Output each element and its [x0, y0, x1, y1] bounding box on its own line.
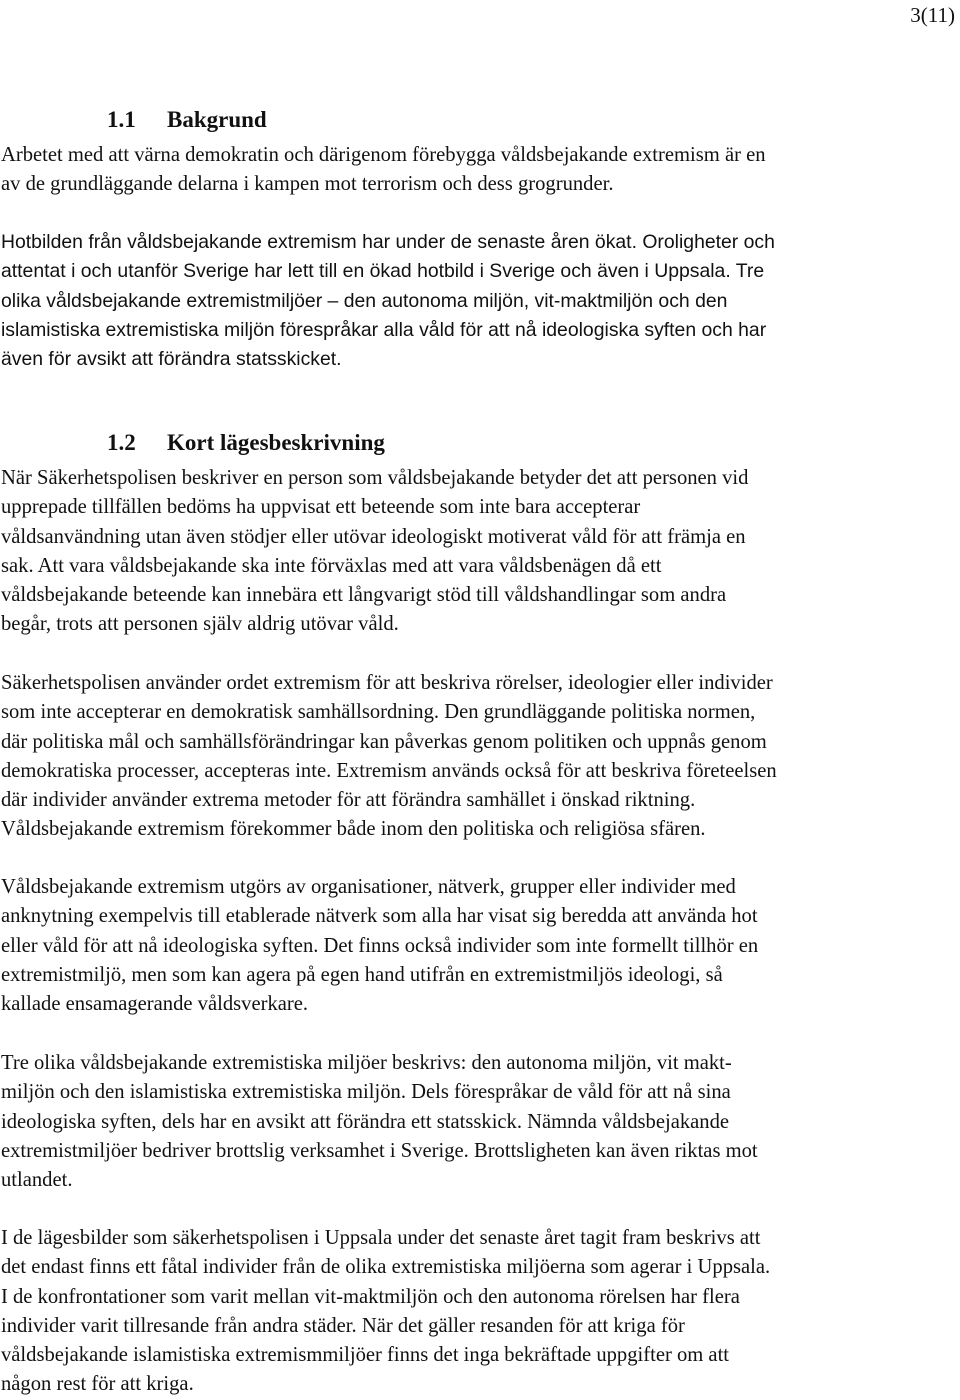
text-line: attentat i och utanför Sverige har lett till en ökad hotbild i Sverige och även i Uppsala. Tre — [1, 260, 765, 283]
text-line: sak. Att vara våldsbejakande ska inte förväxlas med att vara våldsbenägen då ett — [1, 554, 662, 577]
text-line: någon rest för att kriga. — [1, 1373, 194, 1396]
text-line: I de lägesbilder som säkerhetspolisen i Uppsala under det senaste året tagit fram beskrivs att — [1, 1227, 761, 1249]
text-line: extremistmiljöer bedriver brottslig verksamhet i Sverige. Brottsligheten kan även riktas mot — [1, 1139, 758, 1162]
text-line: begår, trots att personen själv aldrig utövar våld. — [1, 613, 399, 636]
text-line: miljön och den islamistiska extremistiska miljön. Dels förespråkar de våld för att nå sina — [1, 1081, 731, 1104]
text-line: Arbetet med att värna demokratin och därigenom förebygga våldsbejakande extremism är en — [1, 144, 766, 166]
section-title: Kort lägesbeskrivning — [167, 430, 385, 455]
text-line: kallade ensamagerande våldsverkare. — [1, 993, 309, 1016]
text-line: Våldsbejakande extremism utgörs av organisationer, nätverk, grupper eller individer med — [1, 876, 736, 898]
paragraph — [1, 669, 959, 845]
section-number: 1.2 — [107, 430, 136, 455]
paragraph — [1, 141, 959, 200]
text-line: även för avsikt att förändra statsskicket. — [1, 348, 342, 371]
text-line: Hotbilden från våldsbejakande extremism har under de senaste åren ökat. Oroligheter och — [1, 231, 775, 253]
text-line: av de grundläggande delarna i kampen mot terrorism och dess grogrunder. — [1, 173, 614, 196]
text-line: som inte accepterar en demokratisk samhällsordning. Den grundläggande politiska normen, — [1, 701, 756, 724]
section-title: Bakgrund — [167, 107, 267, 132]
text-line: ideologiska syften, dels har en avsikt att förändra ett statsskick. Nämnda våldsbejakande — [1, 1110, 730, 1133]
text-line: islamistiska extremistiska miljön förespråkar alla våld för att nå ideologiska syften och har — [1, 318, 767, 341]
paragraph — [1, 464, 959, 640]
text-line: extremistmiljö, men som kan agera på egen hand utifrån en extremistmiljös ideologi, så — [1, 963, 723, 986]
text-line: demokratiska processer, accepteras inte. Extremism används också för att beskriva företeelsen — [1, 759, 777, 782]
section-heading-bakgrund — [107, 105, 267, 134]
section-number: 1.1 — [107, 107, 136, 132]
text-line: utlandet. — [1, 1169, 73, 1192]
text-line: upprepade tillfällen bedöms ha uppvisat ett beteende som inte bara accepterar — [1, 496, 641, 519]
text-line: I de konfrontationer som varit mellan vit-maktmiljön och den autonoma rörelsen har flera — [1, 1285, 740, 1308]
page-number: 3(11) — [910, 3, 955, 27]
text-line: det endast finns ett fåtal individer från de olika extremistiska miljöerna som agerar i Uppsala. — [1, 1256, 771, 1279]
text-line: våldsbejakande islamistiska extremismmiljöer finns det inga bekräftade uppgifter om att — [1, 1344, 730, 1367]
paragraph — [1, 228, 959, 374]
text-line: där politiska mål och samhällsförändringar kan påverkas genom politiken och uppnås genom — [1, 730, 767, 753]
text-line: Säkerhetspolisen använder ordet extremism för att beskriva rörelser, ideologier eller individer — [1, 672, 773, 694]
text-line: Tre olika våldsbejakande extremistiska miljöer beskrivs: den autonoma miljön, vit makt- — [1, 1052, 732, 1074]
paragraph — [1, 1049, 959, 1195]
text-line: våldsanvändning utan även stödjer eller utövar ideologiskt motiverat våld för att främja en — [1, 525, 746, 548]
text-line: eller våld för att nå ideologiska syften. Det finns också individer som inte formellt tillhör en — [1, 934, 759, 957]
text-line: olika våldsbejakande extremistmiljöer – den autonoma miljön, vit-maktmiljön och den — [1, 289, 728, 312]
text-line: våldsbejakande beteende kan innebära ett långvarigt stöd till våldshandlingar som andra — [1, 584, 727, 607]
text-line: Våldsbejakande extremism förekommer både inom den politiska och religiösa sfären. — [1, 818, 706, 841]
section-heading-kort-lagesbeskrivning — [107, 428, 385, 457]
text-line: individer varit tillresande från andra städer. När det gäller resanden för att kriga för — [1, 1314, 685, 1337]
paragraph — [1, 1224, 959, 1400]
text-line: där individer använder extrema metoder för att förändra samhället i önskad riktning. — [1, 789, 696, 812]
text-line: När Säkerhetspolisen beskriver en person som våldsbejakande betyder det att personen vid — [1, 467, 749, 489]
text-line: anknytning exempelvis till etablerade nätverk som alla har visat sig beredda att använda hot — [1, 905, 758, 928]
paragraph — [1, 873, 959, 1019]
